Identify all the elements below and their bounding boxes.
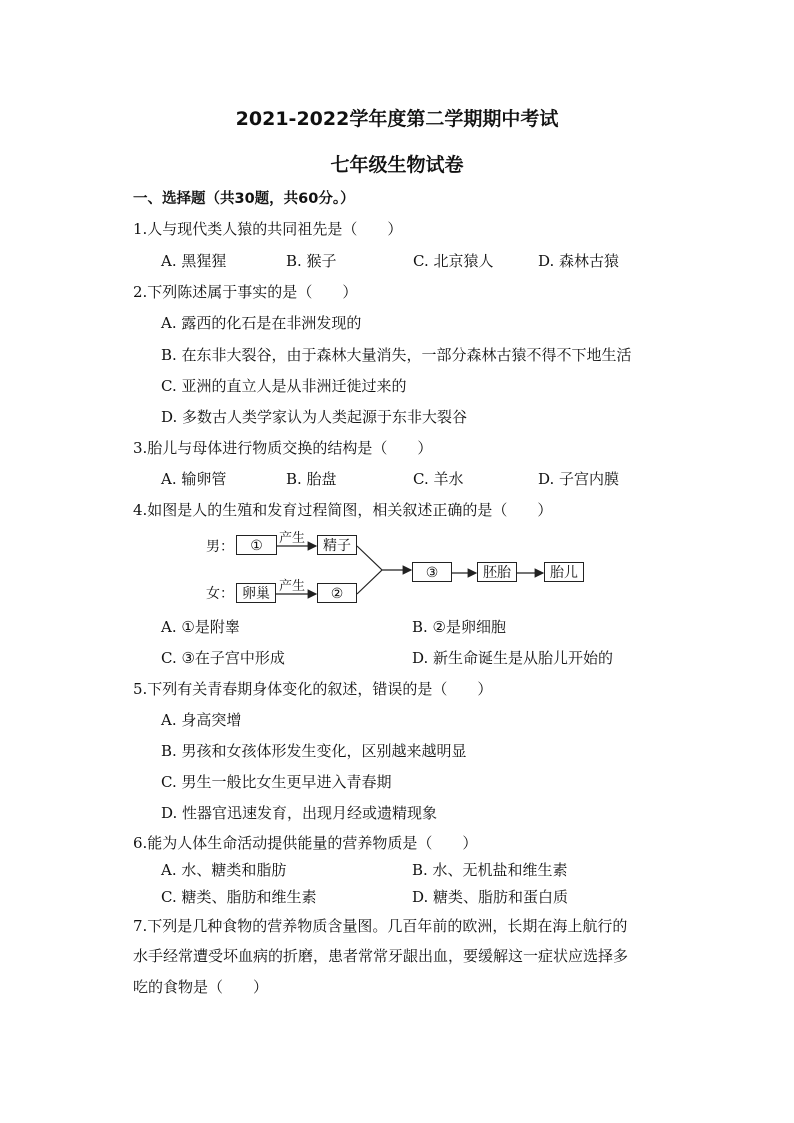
fetus-box: 胎儿 [544,562,584,582]
exam-title: 2021-2022学年度第二学期期中考试 [235,108,559,130]
question-3-stem: 3.胎儿与母体进行物质交换的结构是（ ） [133,439,433,457]
q4-option-b: B. ②是卵细胞 [412,618,507,636]
q4-option-d: D. 新生命诞生是从胎儿开始的 [412,649,614,667]
q5-option-d: D. 性器官迅速发育，出现月经或遗精现象 [161,804,438,822]
ovary-box: 卵巢 [236,583,276,603]
question-7-line-3: 吃的食物是（ ） [133,978,269,996]
produce-label-2: 产生 [279,579,306,594]
line-sperm-join [357,546,382,570]
embryo-box: 胚胎 [477,562,517,582]
q5-option-c: C. 男生一般比女生更早进入青春期 [161,773,392,791]
q6-option-a: A. 水、糖类和脂肪 [161,861,287,879]
question-4-stem: 4.如图是人的生殖和发育过程简图，相关叙述正确的是（ ） [133,501,553,519]
q3-option-b: B. 胎盘 [286,470,337,488]
q3-option-c: C. 羊水 [413,470,464,488]
exam-subtitle: 七年级生物试卷 [330,154,464,176]
produce-label-1: 产生 [279,531,306,546]
q1-option-c: C. 北京猿人 [413,252,494,270]
q4-option-c: C. ③在子宫中形成 [161,649,285,667]
q3-option-a: A. 输卵管 [161,470,227,488]
q5-option-a: A. 身高突增 [161,711,242,729]
question-7-line-2: 水手经常遭受坏血病的折磨，患者常常牙龈出血，要缓解这一症状应选择多 [133,947,629,965]
box-1: ① [236,535,277,555]
male-label: 男： [206,539,234,555]
question-2-stem: 2.下列陈述属于事实的是（ ） [133,283,358,301]
q3-option-d: D. 子宫内膜 [538,470,620,488]
section-heading: 一、选择题（共30题，共60分。） [133,191,355,207]
female-label: 女： [206,586,234,602]
q1-option-b: B. 猴子 [286,252,337,270]
q6-option-b: B. 水、无机盐和维生素 [412,861,568,879]
q2-option-d: D. 多数古人类学家认为人类起源于东非大裂谷 [161,408,468,426]
q2-option-a: A. 露西的化石是在非洲发现的 [161,314,362,332]
q5-option-b: B. 男孩和女孩体形发生变化，区别越来越明显 [161,742,467,760]
box-2: ② [317,583,357,603]
q2-option-c: C. 亚洲的直立人是从非洲迁徙过来的 [161,377,407,395]
question-1-stem: 1.人与现代类人猿的共同祖先是（ ） [133,220,403,238]
q6-option-c: C. 糖类、脂肪和维生素 [161,888,317,906]
q6-option-d: D. 糖类、脂肪和蛋白质 [412,888,569,906]
question-5-stem: 5.下列有关青春期身体变化的叙述，错误的是（ ） [133,680,493,698]
question-6-stem: 6.能为人体生命活动提供能量的营养物质是（ ） [133,834,478,852]
box-3: ③ [412,562,452,582]
line-egg-join [357,570,382,594]
q1-option-d: D. 森林古猿 [538,252,620,270]
question-7-line-1: 7.下列是几种食物的营养物质含量图。几百年前的欧洲，长期在海上航行的 [133,917,628,935]
q2-option-b: B. 在东非大裂谷，由于森林大量消失，一部分森林古猿不得不下地生活 [161,346,632,364]
q1-option-a: A. 黑猩猩 [161,252,227,270]
q4-option-a: A. ①是附睾 [161,618,240,636]
sperm-box: 精子 [317,535,357,555]
